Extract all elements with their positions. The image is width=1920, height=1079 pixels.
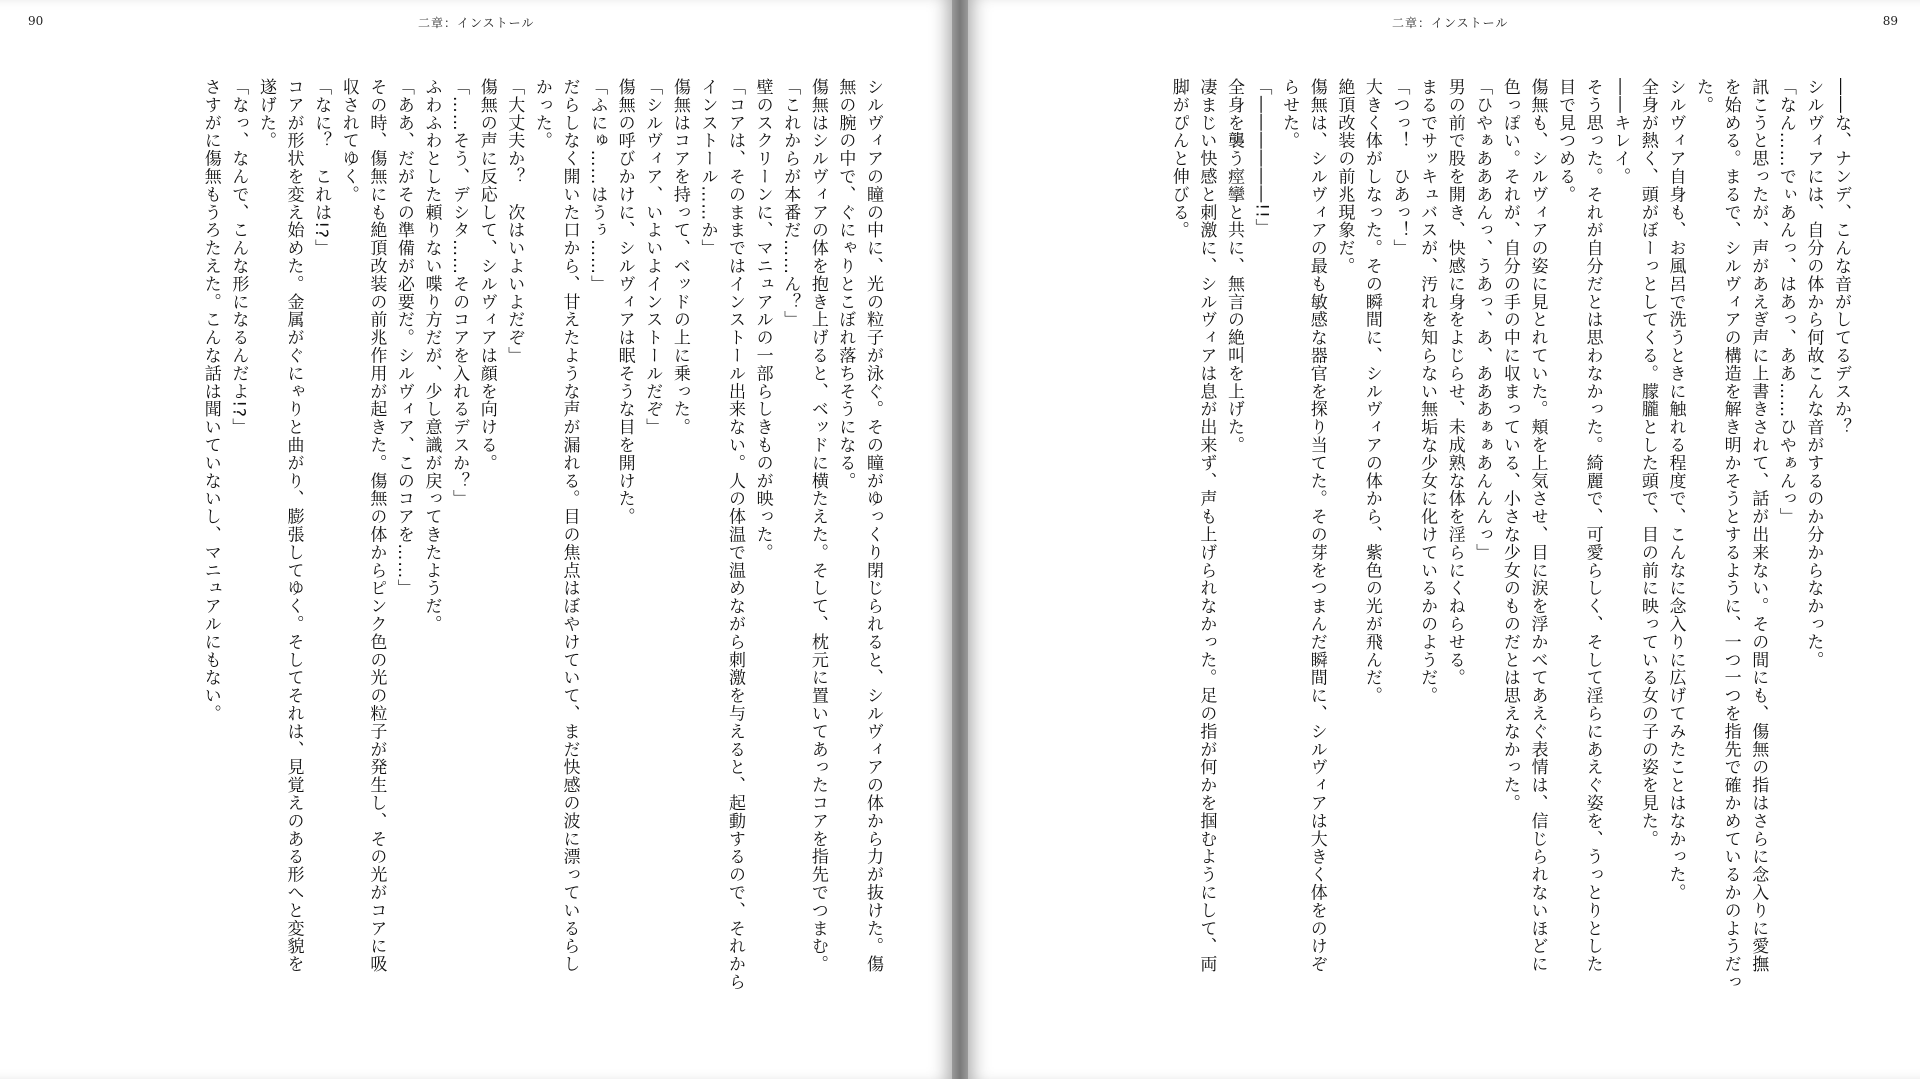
text-line: 全身が熱く、頭がぼーっとしてくる。朦朧とした頭で、目の前に映っている女の子の姿を見た。 (1637, 78, 1658, 848)
text-line: シルヴィアの瞳の中に、光の粒子が泳ぐ。その瞳がゆっくり閉じられると、シルヴィアの体から力が抜けた。傷 (863, 78, 883, 973)
text-line: 「シルヴィア、いよいよインストールだぞ」 (642, 78, 663, 436)
text-line: 傷無はコアを持って、ベッドの上に乗った。 (669, 78, 690, 436)
text-line: 「ふにゅ……はうぅ……」 (587, 78, 608, 293)
text-line: その時、傷無にも絶頂改装の前兆作用が起きた。傷無の体からピンク色の光の粒子が発生し、その光がコアに吸 (366, 78, 387, 973)
text-line: 「コアは、そのままではインストール出来ない。人の体温で温めながら刺激を与えると、起動するので、それから (725, 78, 746, 991)
text-line: 全身を襲う痙攣と共に、無言の絶叫を上げた。 (1223, 78, 1244, 454)
book-spine (952, 0, 968, 1079)
text-line: だらしなく開いた口から、甘えたような声が漏れる。目の焦点はぼやけていて、まだ快感の波に漂っているらし (559, 78, 580, 973)
text-line: 絶頂改装の前兆現象だ。 (1334, 78, 1355, 275)
text-line: シルヴィアには、自分の体から何故こんな音がするのか分からなかった。 (1803, 78, 1824, 669)
text-line: ふわふわとした頼りない喋り方だが、少し意識が戻ってきたようだ。 (421, 78, 442, 633)
text-line: 「なっ、なんで、こんな形になるんだよ!?」 (228, 78, 249, 436)
left-page (0, 0, 952, 1079)
running-header-right: 二章：インストール (1392, 16, 1509, 30)
text-line: らせた。 (1279, 78, 1300, 150)
text-line: 「大丈夫か？ 次はいよいよだぞ」 (504, 78, 525, 365)
text-line: インストール……か」 (697, 78, 718, 257)
text-line: 無の腕の中で、ぐにゃりとこぼれ落ちそうになる。 (835, 78, 856, 490)
text-line: 脚がぴんと伸びる。 (1168, 78, 1189, 240)
text-line: 「ああ、だがその準備が必要だ。シルヴィア、このコアを……」 (393, 78, 414, 598)
text-line: を始める。まるで、シルヴィアの構造を解き明かそうとするように、一つ一つを指先で確かめているかのようだっ (1720, 78, 1741, 991)
text-line: 色っぽい。それが、自分の手の中に収まっている、小さな少女のものだとは思えなかった。 (1499, 78, 1520, 812)
text-line: 壁のスクリーンに、マニュアルの一部らしきものが映った。 (752, 78, 773, 562)
text-line: さすがに傷無もうろたえた。こんな話は聞いていないし、マニュアルにもない。 (200, 78, 221, 723)
text-line: ――キレイ。 (1610, 78, 1631, 186)
text-line: 「つっ！ ひあっ！」 (1389, 78, 1410, 257)
text-line: 男の前で股を開き、快感に身をよじらせ、未成熟な体を淫らにくねらせる。 (1444, 78, 1465, 687)
text-line: 「なん……でぃあんっ、はあっ、ああ……ひやぁんっ」 (1775, 78, 1796, 526)
text-line: ――な、ナンデ、こんな音がしてるデスか？ (1831, 78, 1851, 436)
right-page (968, 0, 1920, 1079)
text-line: シルヴィア自身も、お風呂で洗うときに触れる程度で、こんなに念入りに広げてみたことはなかった。 (1665, 78, 1686, 902)
running-header-left: 二章：インストール (418, 16, 535, 30)
text-line: 「これからが本番だ……ん？」 (780, 78, 801, 329)
text-line: かった。 (531, 78, 552, 150)
text-line: コアが形状を変え始めた。金属がぐにゃりと曲がり、膨張してゆく。そしてそれは、見覚えのある形へと変貌を (283, 78, 304, 973)
text-line: 大きく体がしなった。その瞬間に、シルヴィアの体から、紫色の光が飛んだ。 (1361, 78, 1382, 705)
text-line: 「――――――!!」 (1251, 78, 1272, 237)
text-line: 「ひやぁあああんっ、うあっ、あ、あああぁぁあんんんっ」 (1472, 78, 1493, 562)
text-line: 傷無も、シルヴィアの姿に見とれていた。頬を上気させ、目に涙を浮かべてあえぐ表情は、信じられないほどに (1527, 78, 1548, 973)
text-line: た。 (1693, 78, 1714, 114)
text-line: 傷無はシルヴィアの体を抱き上げると、ベッドに横たえた。そして、枕元に置いてあったコアを指先でつまむ。 (807, 78, 828, 973)
text-line: 傷無は、シルヴィアの最も敏感な器官を探り当てた。その芽をつまんだ瞬間に、シルヴィアは大きく体をのけぞ (1306, 78, 1327, 973)
page-number-right: 89 (1882, 14, 1898, 28)
text-line: まるでサッキュバスが、汚れを知らない無垢な少女に化けているかのようだ。 (1417, 78, 1438, 705)
text-line: 「……そう、デシタ……そのコアを入れるデスか？」 (449, 78, 470, 508)
text-line: 収されてゆく。 (338, 78, 359, 204)
text-line: 訊こうと思ったが、声があえぎ声に上書きされて、話が出来ない。その間にも、傷無の指はさらに念入りに愛撫 (1748, 78, 1769, 973)
text-line: 目で見つめる。 (1555, 78, 1576, 204)
text-line: 傷無の声に反応して、シルヴィアは顔を向ける。 (476, 78, 497, 472)
text-line: そう思った。それが自分だとは思わなかった。綺麗で、可愛らしく、そして淫らにあえぐ姿を、うっとりとした (1582, 78, 1603, 973)
page-number-left: 90 (28, 14, 44, 28)
text-line: 傷無の呼びかけに、シルヴィアは眠そうな目を開けた。 (614, 78, 635, 526)
text-line: 遂げた。 (255, 78, 276, 150)
right-page-body (1094, 78, 1854, 1058)
left-page-body (146, 78, 886, 1058)
text-line: 「なに？ これは!?」 (311, 78, 332, 257)
text-line: 凄まじい快感と刺激に、シルヴィアは息が出来ず、声も上げられなかった。足の指が何かを掴むようにして、両 (1196, 78, 1217, 973)
